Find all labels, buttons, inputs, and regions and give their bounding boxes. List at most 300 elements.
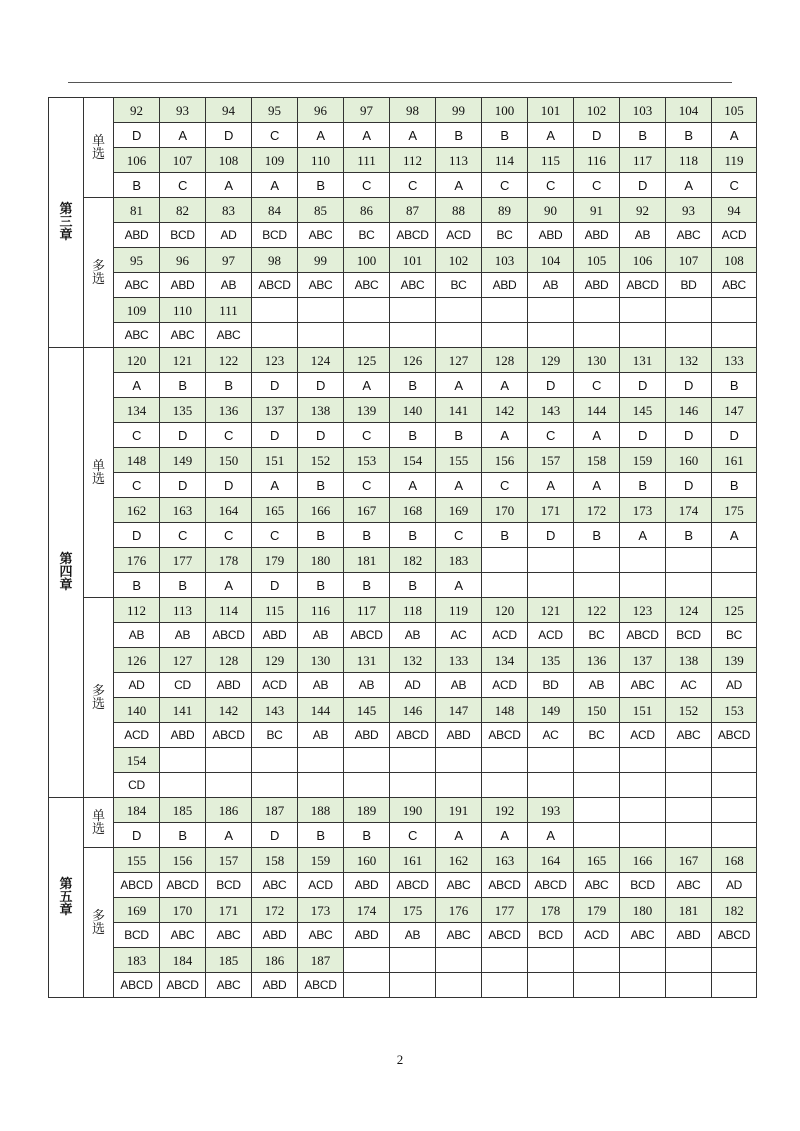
question-type-char: 单 (91, 133, 105, 149)
answer-cell: C (482, 473, 528, 498)
question-number-cell: 151 (252, 448, 298, 473)
question-number-cell: 144 (298, 698, 344, 723)
empty-cell (666, 298, 712, 323)
answer-cell: ABD (114, 223, 160, 248)
question-type-char: 选 (91, 271, 105, 287)
question-number-cell: 102 (436, 248, 482, 273)
answer-row (49, 623, 757, 648)
question-number-cell: 140 (390, 398, 436, 423)
answer-cell: ABCD (114, 973, 160, 998)
question-number-cell: 98 (252, 248, 298, 273)
answer-cell: C (114, 423, 160, 448)
answer-cell: BCD (252, 223, 298, 248)
question-number-cell: 119 (436, 598, 482, 623)
answer-cell: C (160, 523, 206, 548)
question-number-cell: 138 (666, 648, 712, 673)
question-number-cell: 164 (206, 498, 252, 523)
question-number-row (49, 348, 757, 373)
answer-cell: ABC (206, 323, 252, 348)
question-number-cell: 147 (712, 398, 757, 423)
answer-cell: D (666, 423, 712, 448)
answer-cell: ACD (298, 873, 344, 898)
question-number-cell: 146 (390, 698, 436, 723)
answer-cell: AB (206, 273, 252, 298)
answer-cell: B (390, 373, 436, 398)
answer-cell: CD (114, 773, 160, 798)
answer-cell: ACD (482, 623, 528, 648)
empty-cell (712, 298, 757, 323)
answer-cell: ABD (344, 873, 390, 898)
question-number-cell: 186 (206, 798, 252, 823)
question-number-cell: 182 (712, 898, 757, 923)
answer-cell: ABCD (482, 923, 528, 948)
answer-cell: A (390, 123, 436, 148)
answer-cell: AD (712, 673, 757, 698)
question-number-cell: 143 (252, 698, 298, 723)
question-number-row (49, 548, 757, 573)
question-number-cell: 105 (574, 248, 620, 273)
question-number-row (49, 98, 757, 123)
answer-cell: D (252, 373, 298, 398)
answer-cell: A (574, 423, 620, 448)
empty-cell (574, 773, 620, 798)
answer-cell: D (620, 373, 666, 398)
answer-cell: AB (298, 623, 344, 648)
empty-cell (712, 798, 757, 823)
question-number-cell: 135 (528, 648, 574, 673)
question-number-cell: 112 (390, 148, 436, 173)
answer-cell: AB (344, 673, 390, 698)
answer-row (49, 223, 757, 248)
question-number-cell: 119 (712, 148, 757, 173)
empty-cell (528, 773, 574, 798)
question-number-cell: 150 (206, 448, 252, 473)
question-number-row (49, 698, 757, 723)
question-number-cell: 164 (528, 848, 574, 873)
empty-cell (574, 948, 620, 973)
answer-row (49, 823, 757, 848)
empty-cell (666, 948, 712, 973)
empty-cell (528, 573, 574, 598)
empty-cell (390, 323, 436, 348)
question-number-cell: 191 (436, 798, 482, 823)
question-number-cell: 173 (620, 498, 666, 523)
answer-row (49, 973, 757, 998)
empty-cell (160, 773, 206, 798)
answer-cell: AD (390, 673, 436, 698)
question-number-cell: 167 (344, 498, 390, 523)
empty-cell (666, 548, 712, 573)
answer-cell: B (436, 423, 482, 448)
question-number-cell: 161 (712, 448, 757, 473)
question-number-cell: 93 (666, 198, 712, 223)
question-number-cell: 127 (160, 648, 206, 673)
answer-cell: ABCD (482, 873, 528, 898)
question-number-row (49, 448, 757, 473)
question-number-cell: 157 (528, 448, 574, 473)
question-number-cell: 157 (206, 848, 252, 873)
answer-cell: AD (206, 223, 252, 248)
answer-cell: ABC (298, 923, 344, 948)
question-number-cell: 129 (252, 648, 298, 673)
answer-cell: BCD (114, 923, 160, 948)
answer-cell: C (528, 173, 574, 198)
question-number-cell: 121 (160, 348, 206, 373)
question-number-cell: 155 (436, 448, 482, 473)
chapter-label-char: 第 (59, 552, 73, 567)
answer-cell: C (574, 373, 620, 398)
answer-cell: BC (436, 273, 482, 298)
answer-cell: AD (712, 873, 757, 898)
empty-cell (528, 748, 574, 773)
question-number-cell: 105 (712, 98, 757, 123)
answer-cell: BC (574, 623, 620, 648)
answer-cell: BCD (528, 923, 574, 948)
question-number-cell: 107 (160, 148, 206, 173)
question-number-cell: 167 (666, 848, 712, 873)
answer-cell: B (712, 373, 757, 398)
answer-cell: A (160, 123, 206, 148)
empty-cell (712, 823, 757, 848)
answer-cell: A (252, 173, 298, 198)
question-number-cell: 104 (666, 98, 712, 123)
chapter-label-char: 三 (59, 215, 73, 230)
question-number-cell: 179 (574, 898, 620, 923)
question-number-cell: 116 (298, 598, 344, 623)
answer-cell: ABCD (620, 273, 666, 298)
question-number-cell: 113 (160, 598, 206, 623)
question-number-row (49, 598, 757, 623)
answer-cell: ABD (436, 723, 482, 748)
answer-cell: D (574, 123, 620, 148)
answer-cell: AD (114, 673, 160, 698)
answer-cell: D (620, 173, 666, 198)
empty-cell (252, 748, 298, 773)
empty-cell (574, 973, 620, 998)
question-number-cell: 123 (252, 348, 298, 373)
answer-cell: ABC (206, 973, 252, 998)
question-number-cell: 184 (160, 948, 206, 973)
question-number-cell: 174 (666, 498, 712, 523)
answer-cell: ABCD (390, 723, 436, 748)
question-number-cell: 98 (390, 98, 436, 123)
question-number-cell: 146 (666, 398, 712, 423)
answer-cell: C (252, 523, 298, 548)
question-number-cell: 101 (528, 98, 574, 123)
empty-cell (666, 798, 712, 823)
answer-row (49, 923, 757, 948)
question-number-cell: 149 (160, 448, 206, 473)
question-type-char: 选 (91, 821, 105, 837)
question-type-label (84, 348, 114, 598)
answer-cell: AB (390, 923, 436, 948)
answer-cell: ABC (390, 273, 436, 298)
answer-cell: B (114, 573, 160, 598)
question-number-cell: 172 (252, 898, 298, 923)
empty-cell (528, 298, 574, 323)
empty-cell (482, 973, 528, 998)
question-number-cell: 108 (712, 248, 757, 273)
question-number-cell: 95 (114, 248, 160, 273)
answer-cell: ABC (160, 323, 206, 348)
question-number-cell: 160 (344, 848, 390, 873)
question-number-cell: 141 (160, 698, 206, 723)
question-number-cell: 130 (298, 648, 344, 673)
answer-cell: ABD (344, 923, 390, 948)
answer-cell: A (574, 473, 620, 498)
answer-cell: AB (160, 623, 206, 648)
question-number-cell: 84 (252, 198, 298, 223)
empty-cell (620, 548, 666, 573)
question-number-cell: 161 (390, 848, 436, 873)
question-number-cell: 162 (436, 848, 482, 873)
answer-cell: AC (436, 623, 482, 648)
answer-cell: BCD (160, 223, 206, 248)
empty-cell (712, 948, 757, 973)
question-number-cell: 186 (252, 948, 298, 973)
answer-cell: A (206, 823, 252, 848)
answer-cell: ABD (160, 723, 206, 748)
chapter-label-char: 第 (59, 877, 73, 892)
answer-cell: AB (114, 623, 160, 648)
answer-cell: ABC (298, 273, 344, 298)
question-number-cell: 152 (666, 698, 712, 723)
answer-cell: D (298, 423, 344, 448)
answer-cell: B (482, 523, 528, 548)
question-number-cell: 131 (620, 348, 666, 373)
question-type-label (84, 198, 114, 348)
question-number-cell: 117 (620, 148, 666, 173)
question-number-row (49, 248, 757, 273)
answer-cell: ACD (252, 673, 298, 698)
answer-cell: A (436, 473, 482, 498)
answer-cell: A (344, 123, 390, 148)
answer-cell: BC (712, 623, 757, 648)
question-number-row (49, 198, 757, 223)
question-number-cell: 189 (344, 798, 390, 823)
answer-cell: BCD (620, 873, 666, 898)
question-number-cell: 127 (436, 348, 482, 373)
question-number-cell: 193 (528, 798, 574, 823)
question-number-cell: 139 (344, 398, 390, 423)
answer-cell: D (528, 373, 574, 398)
header-rule (68, 82, 732, 83)
answer-row (49, 173, 757, 198)
answer-cell: D (252, 423, 298, 448)
empty-cell (390, 748, 436, 773)
empty-cell (298, 773, 344, 798)
answer-cell: D (666, 473, 712, 498)
answer-cell: D (114, 823, 160, 848)
question-number-cell: 103 (620, 98, 666, 123)
answer-cell: B (390, 423, 436, 448)
answer-cell: ABD (482, 273, 528, 298)
answer-cell: A (436, 573, 482, 598)
chapter-label-char: 章 (59, 578, 73, 593)
question-number-cell: 163 (160, 498, 206, 523)
question-type-char: 选 (91, 471, 105, 487)
answer-cell: D (712, 423, 757, 448)
question-number-cell: 116 (574, 148, 620, 173)
answer-cell: ABD (252, 973, 298, 998)
answer-cell: ACD (528, 623, 574, 648)
question-number-cell: 110 (298, 148, 344, 173)
question-number-cell: 139 (712, 648, 757, 673)
question-number-cell: 92 (114, 98, 160, 123)
answer-cell: A (482, 423, 528, 448)
question-number-cell: 96 (298, 98, 344, 123)
empty-cell (252, 323, 298, 348)
answer-cell: C (252, 123, 298, 148)
question-number-cell: 121 (528, 598, 574, 623)
answer-cell: C (528, 423, 574, 448)
question-number-cell: 111 (344, 148, 390, 173)
answer-cell: D (206, 473, 252, 498)
answer-cell: A (344, 373, 390, 398)
question-number-cell: 137 (252, 398, 298, 423)
answer-cell: B (206, 373, 252, 398)
question-number-cell: 115 (528, 148, 574, 173)
question-number-cell: 187 (298, 948, 344, 973)
answer-cell: AB (574, 673, 620, 698)
question-number-cell: 132 (666, 348, 712, 373)
question-type-label (84, 598, 114, 798)
question-number-cell: 183 (114, 948, 160, 973)
answer-cell: B (620, 123, 666, 148)
question-number-cell: 171 (206, 898, 252, 923)
question-number-cell: 109 (252, 148, 298, 173)
answer-cell: AB (620, 223, 666, 248)
answer-cell: ABC (206, 923, 252, 948)
question-number-cell: 104 (528, 248, 574, 273)
question-number-cell: 153 (344, 448, 390, 473)
question-number-cell: 158 (574, 448, 620, 473)
question-number-cell: 165 (252, 498, 298, 523)
question-number-cell: 85 (298, 198, 344, 223)
answer-cell: BC (344, 223, 390, 248)
answer-row (49, 323, 757, 348)
chapter-label-char: 五 (59, 890, 73, 905)
chapter-label-char: 第 (59, 202, 73, 217)
answer-row (49, 423, 757, 448)
answer-cell: C (390, 173, 436, 198)
question-number-cell: 180 (298, 548, 344, 573)
answer-cell: A (436, 823, 482, 848)
empty-cell (528, 948, 574, 973)
answer-cell: A (390, 473, 436, 498)
answer-cell: C (206, 523, 252, 548)
empty-cell (298, 323, 344, 348)
question-number-cell: 128 (482, 348, 528, 373)
question-type-char: 多 (91, 908, 105, 924)
answer-cell: ABC (436, 873, 482, 898)
answer-cell: BCD (206, 873, 252, 898)
answer-cell: A (114, 373, 160, 398)
question-number-cell: 151 (620, 698, 666, 723)
answer-row (49, 573, 757, 598)
empty-cell (252, 298, 298, 323)
answer-cell: B (344, 523, 390, 548)
page-number: 2 (396, 1052, 404, 1067)
question-number-cell: 129 (528, 348, 574, 373)
question-number-cell: 181 (666, 898, 712, 923)
question-number-row (49, 148, 757, 173)
question-number-cell: 158 (252, 848, 298, 873)
empty-cell (666, 823, 712, 848)
answer-cell: ABD (206, 673, 252, 698)
answer-cell: BC (252, 723, 298, 748)
question-number-cell: 159 (620, 448, 666, 473)
answer-cell: AB (298, 673, 344, 698)
question-number-cell: 131 (344, 648, 390, 673)
answer-cell: ABD (666, 923, 712, 948)
question-number-cell: 148 (114, 448, 160, 473)
empty-cell (712, 548, 757, 573)
answer-cell: A (482, 823, 528, 848)
question-number-row (49, 798, 757, 823)
answer-cell: A (528, 123, 574, 148)
question-number-cell: 87 (390, 198, 436, 223)
answer-cell: C (390, 823, 436, 848)
answer-cell: ABC (666, 873, 712, 898)
answer-cell: C (574, 173, 620, 198)
empty-cell (390, 298, 436, 323)
answer-cell: A (298, 123, 344, 148)
answer-cell: ABC (298, 223, 344, 248)
answer-cell: ABCD (344, 623, 390, 648)
empty-cell (160, 748, 206, 773)
empty-cell (436, 748, 482, 773)
question-number-cell: 176 (114, 548, 160, 573)
answer-cell: B (298, 823, 344, 848)
empty-cell (436, 973, 482, 998)
question-number-cell: 126 (114, 648, 160, 673)
question-number-cell: 113 (436, 148, 482, 173)
question-number-cell: 133 (712, 348, 757, 373)
question-number-cell: 115 (252, 598, 298, 623)
question-number-cell: 180 (620, 898, 666, 923)
answer-cell: CD (160, 673, 206, 698)
question-number-cell: 97 (206, 248, 252, 273)
question-number-cell: 154 (390, 448, 436, 473)
question-number-cell: 137 (620, 648, 666, 673)
question-number-cell: 142 (482, 398, 528, 423)
question-number-cell: 108 (206, 148, 252, 173)
question-number-cell: 142 (206, 698, 252, 723)
question-number-cell: 149 (528, 698, 574, 723)
question-number-cell: 155 (114, 848, 160, 873)
question-number-cell: 160 (666, 448, 712, 473)
answer-cell: ABD (574, 223, 620, 248)
empty-cell (436, 773, 482, 798)
question-number-cell: 114 (206, 598, 252, 623)
question-number-cell: 136 (206, 398, 252, 423)
empty-cell (298, 298, 344, 323)
empty-cell (344, 948, 390, 973)
question-number-row (49, 898, 757, 923)
answer-cell: B (620, 473, 666, 498)
answer-row (49, 673, 757, 698)
answer-cell: B (160, 373, 206, 398)
question-number-cell: 183 (436, 548, 482, 573)
question-number-row (49, 298, 757, 323)
question-type-char: 多 (91, 683, 105, 699)
question-number-cell: 188 (298, 798, 344, 823)
answer-cell: ACD (620, 723, 666, 748)
answer-cell: ACD (712, 223, 757, 248)
question-number-cell: 114 (482, 148, 528, 173)
question-number-cell: 140 (114, 698, 160, 723)
